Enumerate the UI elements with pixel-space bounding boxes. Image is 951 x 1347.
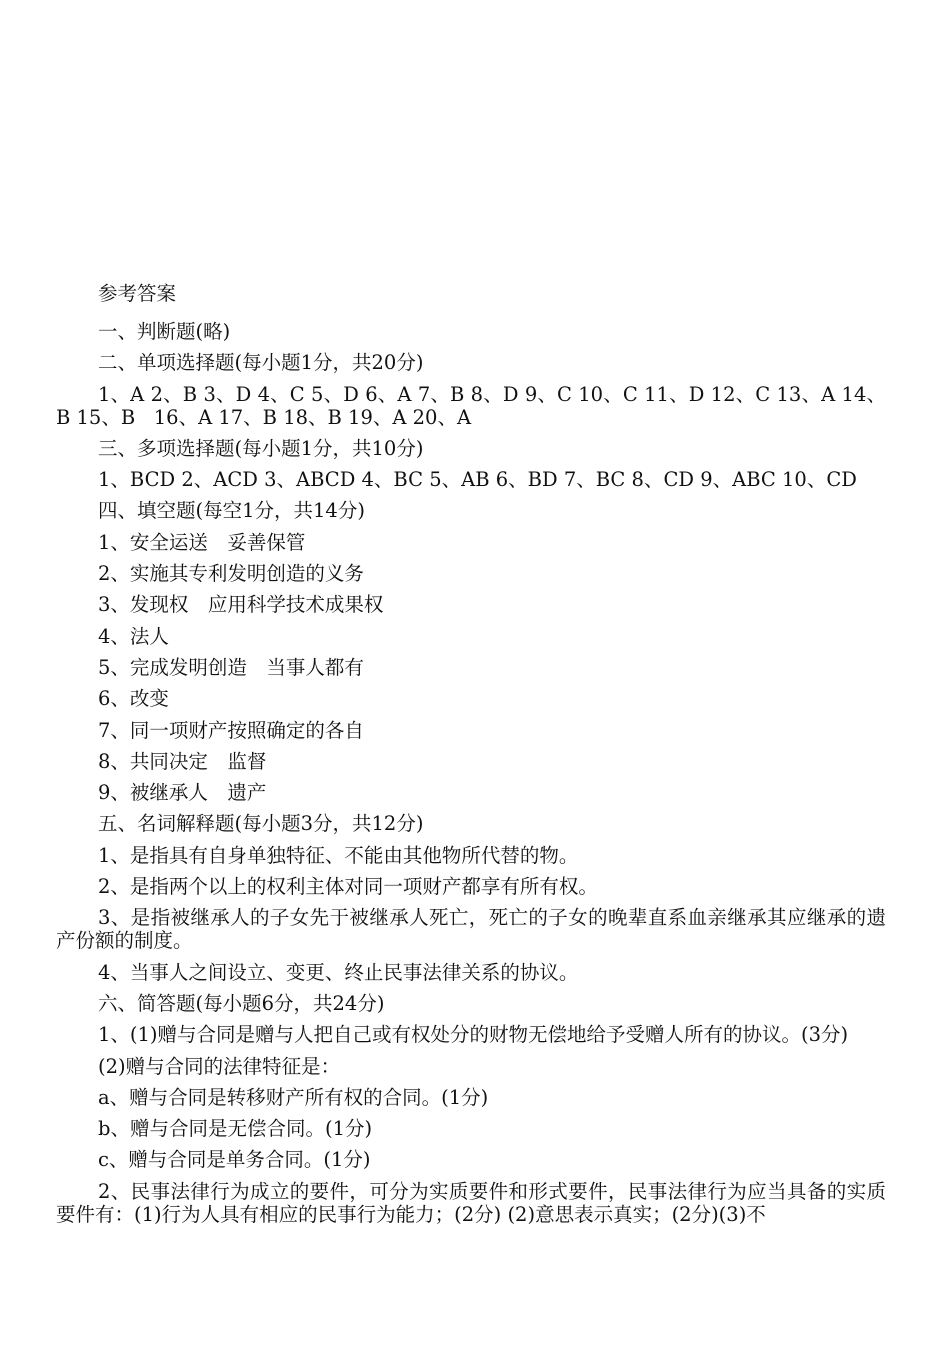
answer-paragraph: 8、共同决定 监督 [98,749,267,773]
answer-paragraph: c、赠与合同是单务合同。(1分) [98,1148,371,1172]
answer-paragraph: 2、民事法律行为成立的要件，可分为实质要件和形式要件，民事法律行为应当具备的实质要件有：(1)行为人具有相应的民事行为能力；(2分) (2)意思表示真实；(2分)(3)不 [56,1179,886,1226]
answer-paragraph: 1、BCD 2、ACD 3、ABCD 4、BC 5、AB 6、BD 7、BC 8、CD 9、ABC 10、CD [98,468,857,492]
answer-paragraph: 2、实施其专利发明创造的义务 [98,562,364,586]
answer-paragraph: 一、判断题(略) [98,320,231,343]
answer-paragraph: (2)赠与合同的法律特征是： [98,1054,341,1078]
answer-paragraph: 五、名词解释题(每小题3分，共12分) [98,812,424,836]
answer-paragraph: 1、是指具有自身单独特征、不能由其他物所代替的物。 [98,843,579,867]
answer-key [56,280,886,1234]
answer-paragraph: 6、改变 [98,687,169,711]
answer-paragraph: 7、同一项财产按照确定的各自 [98,718,364,742]
answer-paragraph: 1、(1)赠与合同是赠与人把自己或有权处分的财物无偿地给予受赠人所有的协议。(3分) [98,1023,849,1047]
answer-paragraph: 六、简答题(每小题6分，共24分) [98,991,385,1015]
answer-paragraphs [56,320,886,1226]
answer-paragraph: 二、单项选择题(每小题1分，共20分) [98,351,424,375]
answer-paragraph: 2、是指两个以上的权利主体对同一项财产都享有所有权。 [98,875,598,899]
answer-paragraph: 9、被继承人 遗产 [98,781,267,805]
answer-paragraph: 三、多项选择题(每小题1分，共10分) [98,436,424,460]
answer-paragraph: 3、发现权 应用科学技术成果权 [98,593,384,617]
document-title: 参考答案 [98,282,177,305]
answer-paragraph: 3、是指被继承人的子女先于被继承人死亡，死亡的子女的晚辈直系血亲继承其应继承的遗产份额的制度。 [56,906,886,953]
answer-paragraph: 5、完成发明创造 当事人都有 [98,655,364,679]
answer-paragraph: 四、填空题(每空1分，共14分) [98,499,365,523]
answer-paragraph: 1、安全运送 妥善保管 [98,530,306,554]
answer-paragraph: 1、A 2、B 3、D 4、C 5、D 6、A 7、B 8、D 9、C 10、C 11、D 12、C 13、A 14、B 15、B 16、A 17、B 18、B 19、A 20、A [56,382,886,429]
answer-paragraph: b、赠与合同是无偿合同。(1分) [98,1117,373,1141]
answer-paragraph: 4、当事人之间设立、变更、终止民事法律关系的协议。 [98,960,579,984]
answer-paragraph: a、赠与合同是转移财产所有权的合同。(1分) [98,1085,489,1109]
answer-paragraph: 4、法人 [98,624,169,648]
